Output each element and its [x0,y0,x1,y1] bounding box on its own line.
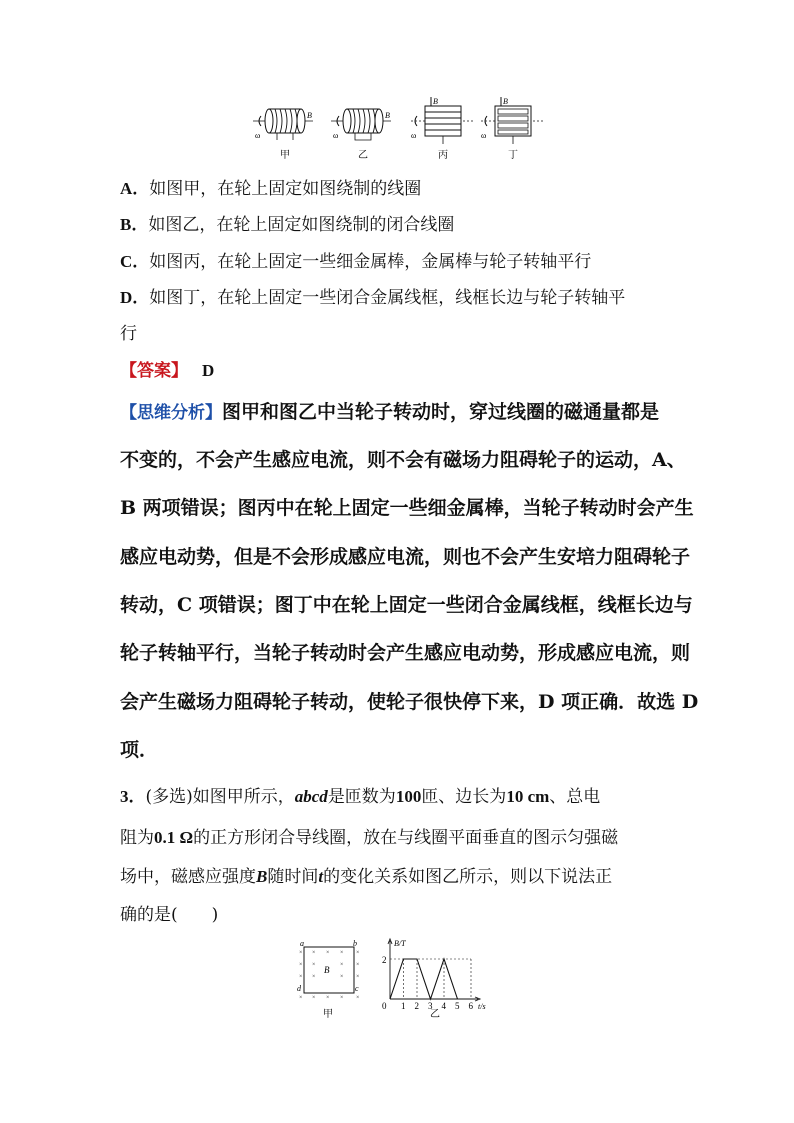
label-fig-yi: 乙 [430,1009,440,1020]
bt-graph [382,939,486,1020]
label-jia: 甲 [280,150,290,161]
svg-text:×: × [340,995,344,1001]
svg-text:×: × [356,950,360,956]
question-3-line-2: 阻为0.1 Ω的正方形闭合导线圈，放在与线圈平面垂直的图示匀强磁 [120,828,619,848]
y-tick-2: 2 [382,955,387,965]
corner-b: b [353,939,357,948]
svg-text:×: × [356,962,360,968]
question-3-figure [290,937,510,1023]
coil-diagram [297,939,359,1020]
svg-text:×: × [299,962,303,968]
option-a: A．如图甲，在轮上固定如图绕制的线圈 [120,179,422,199]
svg-text:ω: ω [481,131,487,140]
svg-text:×: × [299,950,303,956]
wheel-jia [253,109,313,161]
field-label: B [324,965,330,975]
wheel-ding [481,97,543,161]
label-ding: 丁 [508,150,518,161]
svg-text:×: × [299,995,303,1001]
label-fig-jia: 甲 [323,1009,333,1020]
analysis-tag: 【思维分析】 [120,403,222,423]
corner-c: c [355,984,359,993]
question-3-line-4: 确的是( ) [120,905,219,925]
svg-text:ω: ω [411,131,417,140]
x-tick-3: 3 [428,1001,433,1011]
answer-tag: 【答案】 [120,361,188,381]
option-b: B．如图乙，在轮上固定如图绕制的闭合线圈 [120,215,455,235]
svg-text:×: × [340,962,344,968]
origin-label: 0 [382,1001,387,1011]
analysis-line-6: 轮子转轴平行，当轮子转动时会产生感应电动势，形成感应电流，则 [120,642,691,664]
svg-text:×: × [312,950,316,956]
analysis-line-7: 会产生磁场力阻碍轮子转动，使轮子很快停下来，D 项正确．故选 D [120,691,699,713]
svg-text:×: × [340,974,344,980]
analysis-line-8: 项． [120,739,159,761]
svg-text:B: B [433,97,438,106]
analysis-line-3: B 两项错误；图丙中在轮上固定一些细金属棒，当轮子转动时会产生 [120,497,694,519]
svg-text:×: × [312,962,316,968]
question-3-line-1: 3．(多选)如图甲所示，abcd是匝数为100匝、边长为10 cm、总电 [120,787,601,807]
svg-text:B: B [385,111,390,120]
question-number: 3． [120,787,146,806]
y-axis-label: B/T [394,939,406,948]
svg-text:×: × [312,995,316,1001]
analysis-line-5: 转动，C 项错误；图丁中在轮上固定一些闭合金属线框，线框长边与 [120,594,693,616]
wheel-bing [411,97,473,161]
svg-text:×: × [326,950,330,956]
x-tick-4: 4 [441,1001,446,1011]
svg-text:×: × [356,995,360,1001]
x-tick-6: 6 [468,1001,473,1011]
svg-text:×: × [326,995,330,1001]
x-tick-2: 2 [414,1001,419,1011]
svg-text:×: × [312,974,316,980]
x-axis-label: t/s [478,1002,486,1011]
corner-a: a [300,939,304,948]
option-c: C．如图丙，在轮上固定一些细金属棒，金属棒与轮子转轴平行 [120,252,592,272]
label-bing: 丙 [438,150,448,161]
x-tick-1: 1 [401,1001,406,1011]
analysis-line-1: 【思维分析】图甲和图乙中当轮子转动时，穿过线圈的磁通量都是 [120,401,660,423]
option-d-cont: 行 [120,324,137,344]
svg-text:×: × [356,974,360,980]
svg-text:×: × [299,974,303,980]
svg-text:ω: ω [255,131,261,140]
svg-text:B: B [503,97,508,106]
answer [120,360,214,382]
svg-text:ω: ω [333,131,339,140]
bt-series-line [390,959,471,999]
corner-d: d [297,984,301,993]
option-d: D．如图丁，在轮上固定一些闭合金属线框，线框长边与轮子转轴平 [120,288,626,308]
analysis-line-2: 不变的，不会产生感应电流，则不会有磁场力阻碍轮子的运动，A、 [120,449,686,471]
svg-text:×: × [340,950,344,956]
x-tick-5: 5 [455,1001,460,1011]
svg-text:B: B [307,111,312,120]
label-yi: 乙 [358,150,368,161]
answer-value: D [202,361,215,380]
wheel-figures [253,96,543,166]
analysis-line-4: 感应电动势，但是不会形成感应电流，则也不会产生安培力阻碍轮子 [120,546,691,568]
wheel-yi [331,109,391,161]
question-3-line-3: 场中，磁感应强度B随时间t的变化关系如图乙所示，则以下说法正 [120,867,613,887]
